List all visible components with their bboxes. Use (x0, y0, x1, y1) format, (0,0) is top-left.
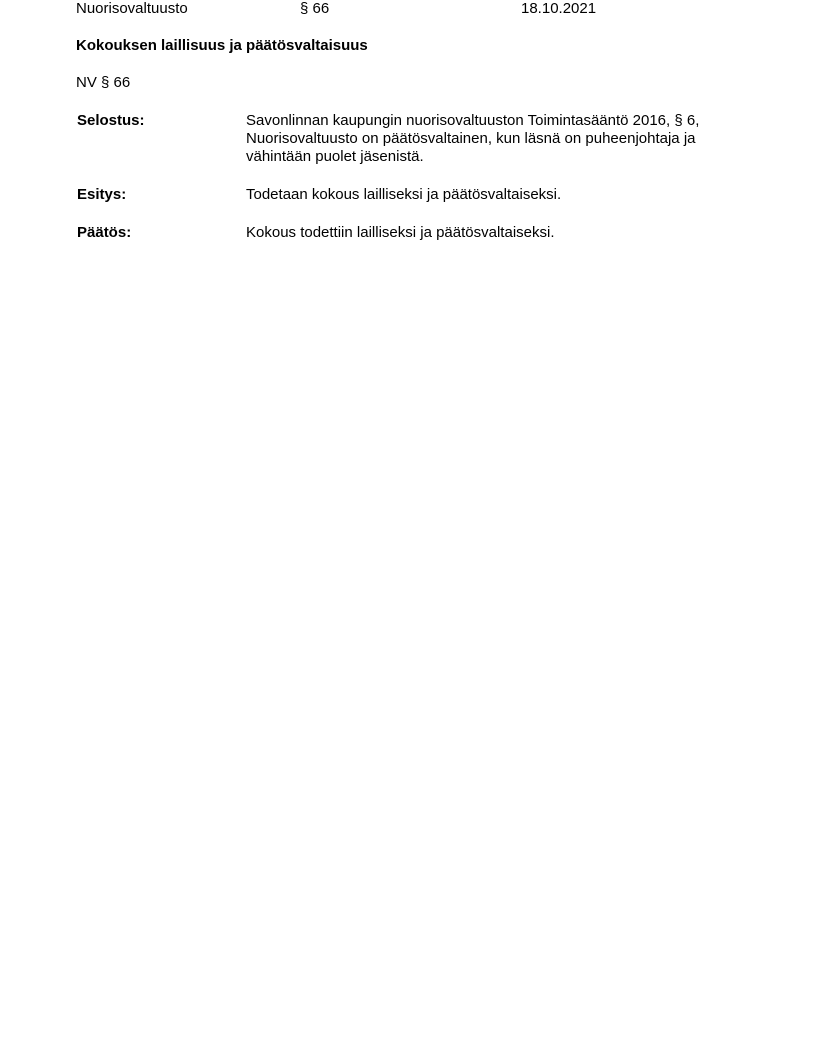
item-text: Kokous todettiin lailliseksi ja päätösvaltaiseksi. (246, 224, 555, 241)
header-body-name: Nuorisovaltuusto (76, 0, 188, 17)
document-header (76, 0, 776, 18)
section-reference: NV § 66 (76, 74, 131, 91)
item-label: Päätös: (77, 224, 132, 241)
document-title: Kokouksen laillisuus ja päätösvaltaisuus (76, 37, 368, 54)
header-date: 18.10.2021 (521, 0, 597, 17)
item-text: Savonlinnan kaupungin nuorisovaltuuston Toimintasääntö 2016, § 6, Nuorisovaltuusto on päätösvaltainen, kun läsnä on puheenjohtaja ja vähintään puolet jäsenistä. (246, 112, 700, 165)
header-section-number: § 66 (300, 0, 330, 17)
item-label: Selostus: (77, 112, 145, 129)
item-text: Todetaan kokous lailliseksi ja päätösvaltaiseksi. (246, 186, 562, 203)
item-label: Esitys: (77, 186, 127, 203)
